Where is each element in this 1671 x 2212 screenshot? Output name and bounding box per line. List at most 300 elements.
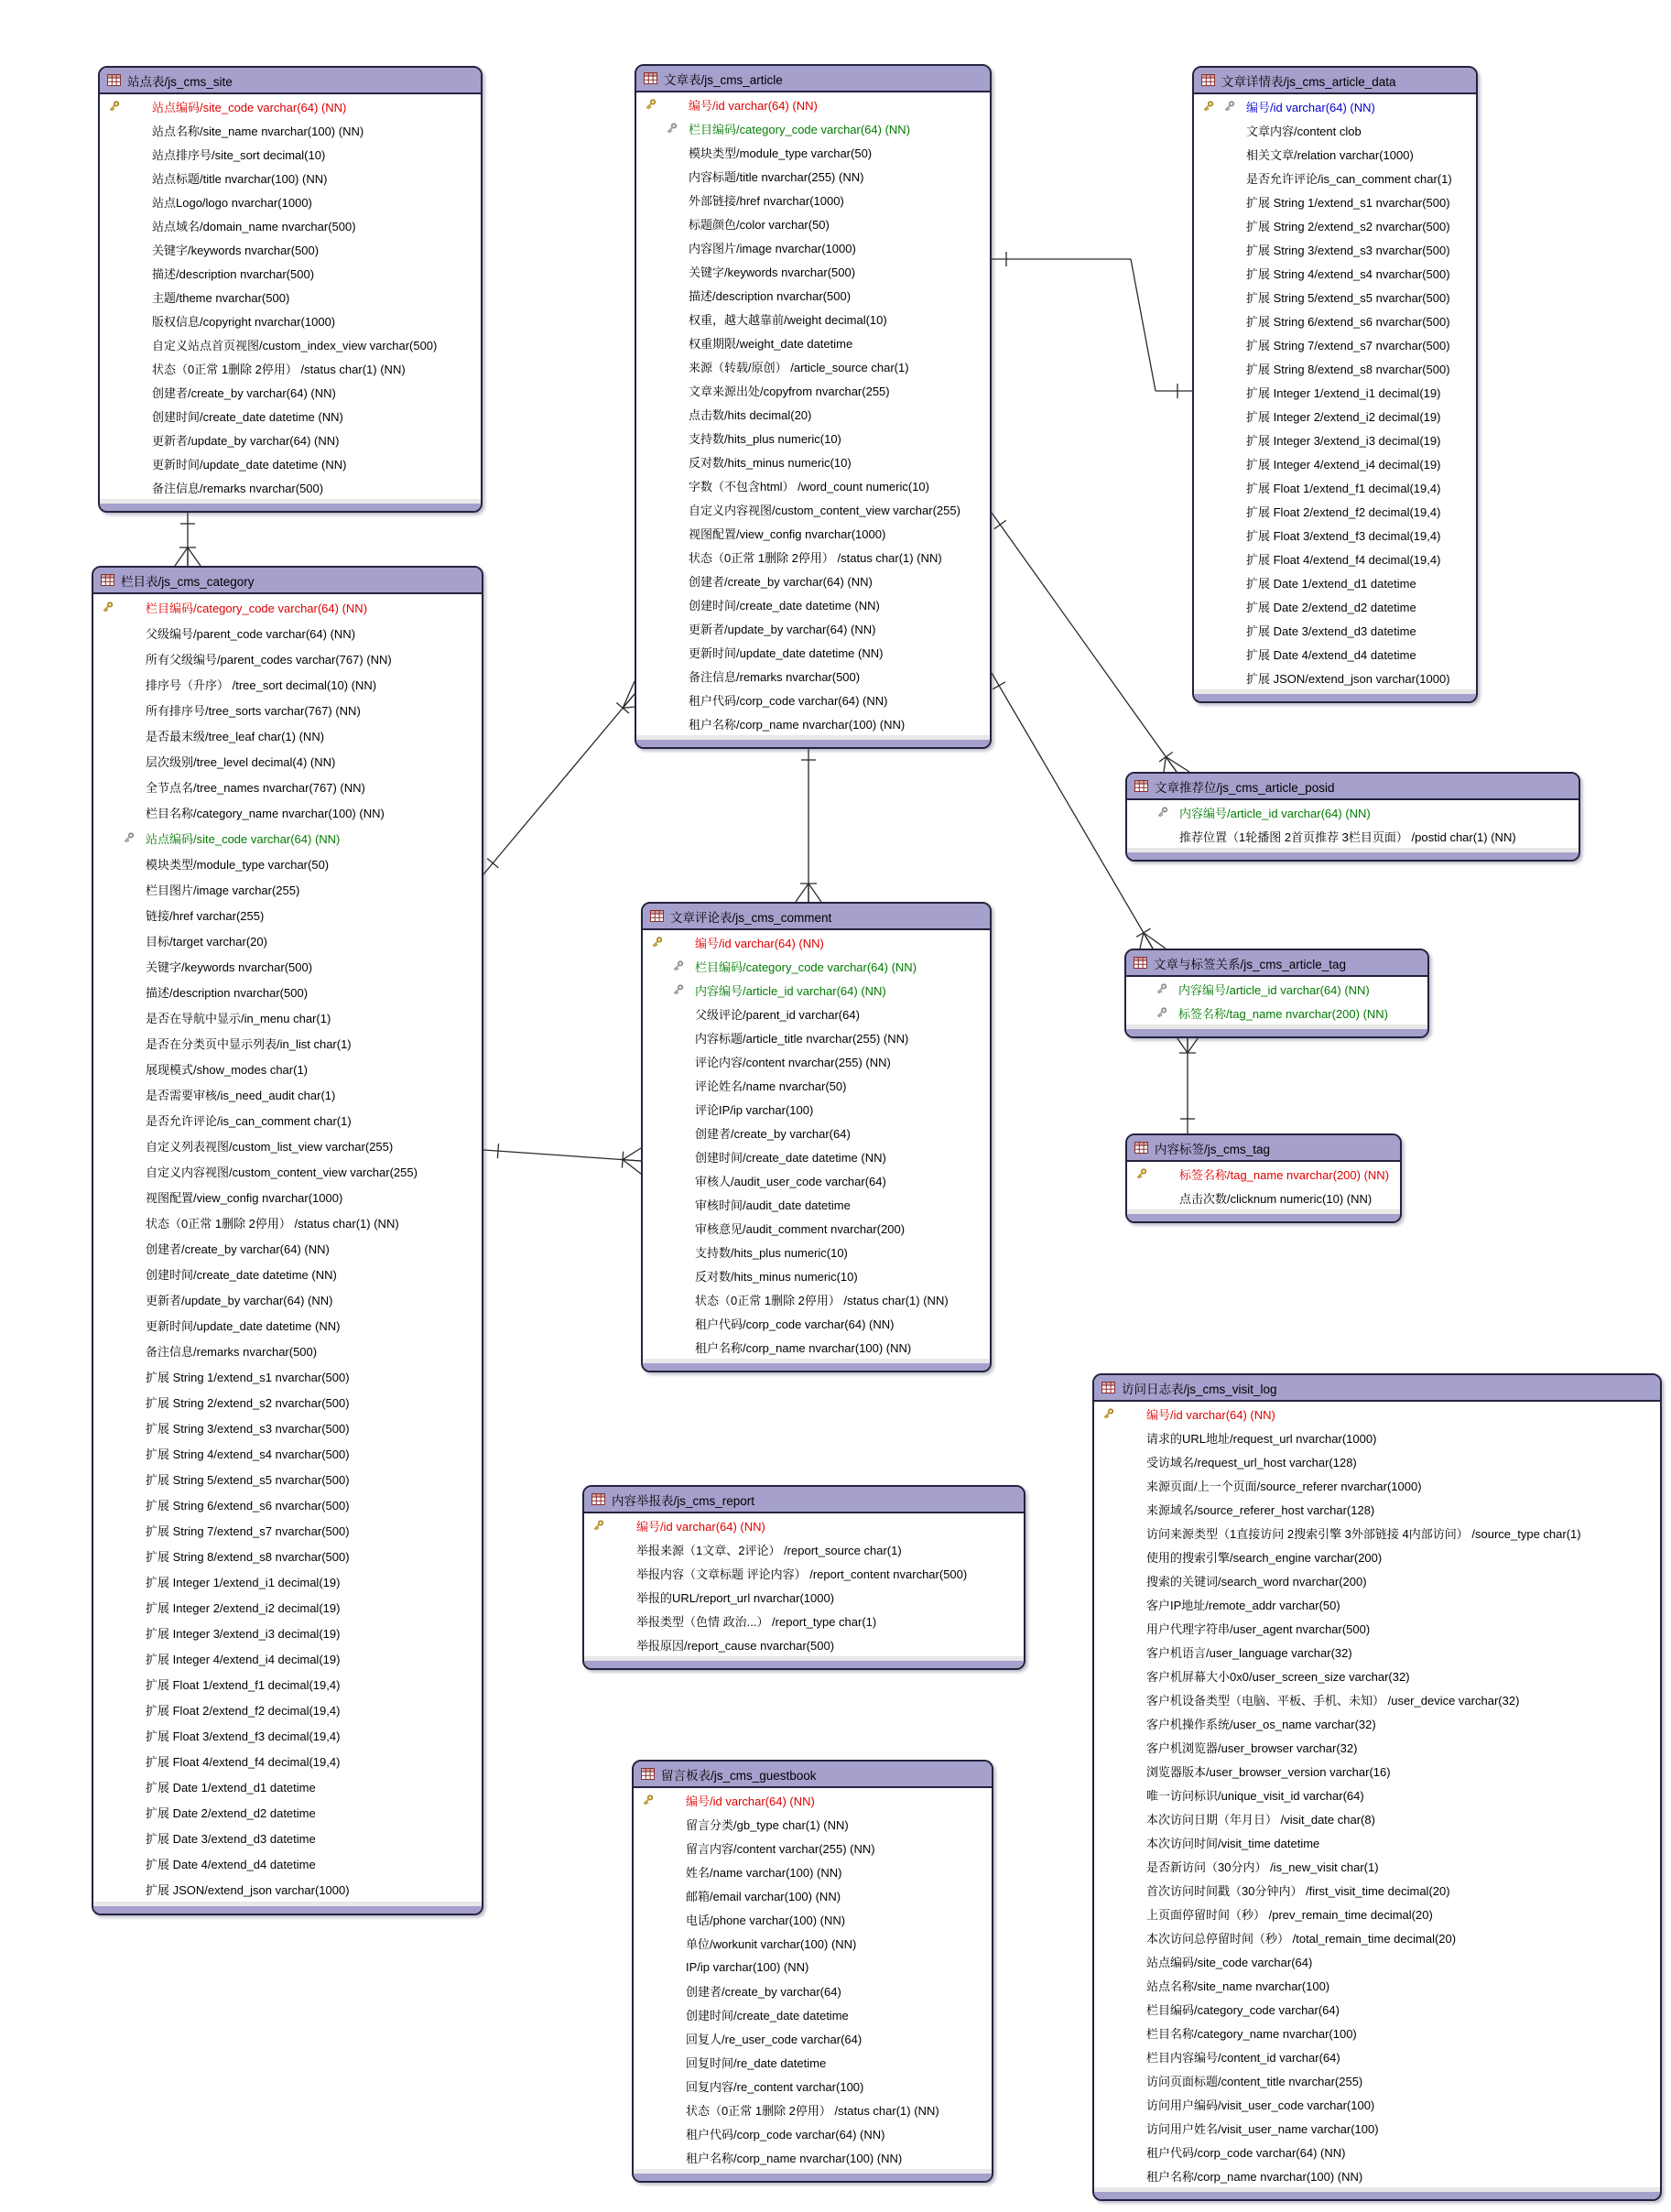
entity-title: 内容举报表/js_cms_report: [612, 1493, 755, 1508]
foreign-key-icon: [1222, 100, 1236, 114]
field-label: 租户代码/corp_code varchar(64) (NN): [1146, 2145, 1346, 2160]
field-row: [100, 166, 481, 190]
entity-article_tag[interactable]: [1124, 949, 1429, 1038]
entity-header: [100, 68, 481, 94]
field-row: [643, 1025, 990, 1049]
field-label: 客户机屏幕大小0x0/user_screen_size varchar(32): [1146, 1669, 1410, 1684]
field-row: [1094, 1830, 1660, 1854]
field-row: [1194, 166, 1476, 190]
entity-footer-band: [93, 1906, 482, 1914]
field-row: [636, 116, 990, 140]
field-label: 站点名称/site_name nvarchar(100): [1146, 1979, 1330, 1993]
field-row: [93, 1363, 482, 1389]
field-label: 首次访问时间戳（30分钟内） /first_visit_time decimal(20): [1146, 1883, 1450, 1898]
field-label: 扩展 Date 2/extend_d2 datetime: [1246, 600, 1416, 614]
field-row: [100, 404, 481, 428]
field-row: [643, 1216, 990, 1240]
field-label: 站点排序号/site_sort decimal(10): [152, 147, 326, 162]
field-row: [93, 851, 482, 876]
primary-key-icon: [650, 936, 664, 949]
field-row: [636, 164, 990, 188]
field-row: [1094, 1545, 1660, 1568]
connector-line: [1166, 757, 1177, 772]
field-row: [93, 1312, 482, 1338]
entity-visit_log[interactable]: [1092, 1373, 1662, 2201]
field-label: 栏目编码/category_code varchar(64) (NN): [146, 601, 368, 615]
field-row: [1094, 1497, 1660, 1521]
field-label: 更新者/update_by varchar(64) (NN): [146, 1293, 333, 1307]
connector-line: [993, 682, 1005, 689]
field-label: 扩展 String 8/extend_s8 nvarchar(500): [146, 1549, 350, 1564]
field-row: [634, 1955, 992, 1979]
field-row: [1094, 2068, 1660, 2092]
field-label: 电话/phone varchar(100) (NN): [686, 1913, 846, 1927]
field-label: 创建时间/create_date datetime: [686, 2008, 849, 2022]
field-row: [1194, 285, 1476, 309]
field-row: [93, 1338, 482, 1363]
field-row: [584, 1537, 1024, 1561]
field-label: 描述/description nvarchar(500): [152, 266, 315, 281]
field-row: [1094, 2021, 1660, 2044]
field-label: 客户机浏览器/user_browser varchar(32): [1146, 1740, 1358, 1755]
field-row: [93, 697, 482, 722]
entity-title: 文章评论表/js_cms_comment: [670, 910, 832, 925]
field-row: [1094, 1806, 1660, 1830]
foreign-key-icon: [671, 960, 685, 973]
entity-article[interactable]: [635, 64, 992, 749]
entity-header: [1194, 68, 1476, 94]
field-row: [636, 188, 990, 211]
field-row: [1094, 1616, 1660, 1640]
field-row: [1094, 1902, 1660, 1925]
field-row: [93, 1235, 482, 1261]
field-label: 编号/id varchar(64) (NN): [689, 98, 818, 113]
connector-line: [992, 513, 1177, 772]
entity-category[interactable]: [92, 566, 483, 1915]
field-row: [100, 380, 481, 404]
field-row: [93, 1209, 482, 1235]
field-label: 举报来源（1文章、2评论） /report_source char(1): [636, 1543, 902, 1557]
field-label: 评论姓名/name nvarchar(50): [695, 1079, 847, 1093]
field-label: 扩展 Float 2/extend_f2 decimal(19,4): [1246, 504, 1441, 519]
entity-header: [1127, 774, 1579, 800]
connector-line: [623, 694, 635, 708]
field-label: 来源域名/source_referer_host varchar(128): [1146, 1502, 1375, 1517]
entity-comment[interactable]: [641, 902, 992, 1372]
field-label: 站点名称/site_name nvarchar(100) (NN): [152, 124, 364, 138]
field-label: 唯一访问标识/unique_visit_id varchar(64): [1146, 1788, 1364, 1803]
field-row: [636, 211, 990, 235]
field-label: 推荐位置（1轮播图 2首页推荐 3栏目页面） /postid char(1) (NN): [1179, 830, 1516, 844]
field-label: 站点编码/site_code varchar(64) (NN): [152, 100, 347, 114]
field-row: [93, 620, 482, 645]
field-label: 扩展 String 5/extend_s5 nvarchar(500): [1246, 290, 1450, 305]
field-row: [1094, 2140, 1660, 2163]
field-label: 父级评论/parent_id varchar(64): [695, 1007, 860, 1022]
field-label: 权重期限/weight_date datetime: [689, 336, 853, 351]
field-row: [636, 688, 990, 711]
field-row: [1094, 1449, 1660, 1473]
entity-footer-band: [1194, 694, 1476, 701]
field-label: 描述/description nvarchar(500): [146, 985, 309, 1000]
connector-line: [1164, 757, 1166, 772]
field-row: [1194, 237, 1476, 261]
field-row: [1194, 309, 1476, 332]
field-row: [636, 307, 990, 331]
field-label: 创建时间/create_date datetime (NN): [146, 1267, 337, 1282]
entity-title: 文章详情表/js_cms_article_data: [1221, 74, 1396, 89]
table-icon: [101, 574, 114, 586]
field-label: 栏目编码/category_code varchar(64) (NN): [689, 122, 911, 136]
field-row: [636, 545, 990, 569]
field-label: 支持数/hits_plus numeric(10): [695, 1245, 848, 1260]
primary-key-icon: [644, 98, 657, 112]
field-label: 标题颜色/color varchar(50): [689, 217, 830, 232]
field-label: 权重，越大越靠前/weight decimal(10): [689, 312, 887, 327]
entity-report[interactable]: [582, 1485, 1025, 1670]
field-label: 版权信息/copyright nvarchar(1000): [152, 314, 336, 329]
primary-key-icon: [1134, 1167, 1148, 1181]
field-label: 扩展 Date 1/extend_d1 datetime: [146, 1780, 316, 1795]
field-row: [643, 954, 990, 978]
field-row: [93, 927, 482, 953]
entity-header: [1127, 1135, 1400, 1162]
entity-guestbook[interactable]: [632, 1760, 993, 2183]
field-label: 扩展 Date 2/extend_d2 datetime: [146, 1805, 316, 1820]
field-label: 请求的URL地址/request_url nvarchar(1000): [1146, 1431, 1377, 1446]
field-row: [100, 261, 481, 285]
field-row: [1194, 261, 1476, 285]
field-row: [584, 1609, 1024, 1632]
field-label: 单位/workunit varchar(100) (NN): [686, 1936, 857, 1951]
field-label: 扩展 String 2/extend_s2 nvarchar(500): [146, 1395, 350, 1410]
field-label: 是否最末级/tree_leaf char(1) (NN): [146, 729, 325, 743]
field-row: [636, 616, 990, 640]
field-label: 审核人/audit_user_code varchar(64): [695, 1174, 886, 1188]
field-label: 扩展 String 3/extend_s3 nvarchar(500): [1246, 243, 1450, 257]
field-row: [1094, 1426, 1660, 1449]
field-label: 扩展 String 6/extend_s6 nvarchar(500): [1246, 314, 1450, 329]
field-label: 状态（0正常 1删除 2停用） /status char(1) (NN): [146, 1216, 399, 1231]
field-row: [1194, 190, 1476, 213]
field-label: 创建者/create_by varchar(64) (NN): [152, 385, 336, 400]
connector-line: [487, 859, 498, 868]
field-row: [1094, 1925, 1660, 1949]
foreign-key-icon: [122, 831, 136, 845]
field-label: 视图配置/view_config nvarchar(1000): [146, 1190, 343, 1205]
connector-line: [483, 694, 635, 874]
field-row: [1094, 2092, 1660, 2116]
field-label: 扩展 Float 1/extend_f1 decimal(19,4): [146, 1677, 341, 1692]
field-row: [93, 1415, 482, 1440]
field-label: 客户机设备类型（电脑、平板、手机、未知） /user_device varchar(32): [1146, 1693, 1520, 1708]
field-label: 备注信息/remarks nvarchar(500): [152, 481, 324, 495]
field-label: 状态（0正常 1删除 2停用） /status char(1) (NN): [152, 362, 406, 376]
field-row: [643, 1097, 990, 1121]
field-label: 站点编码/site_code varchar(64): [1146, 1955, 1313, 1969]
field-label: 评论IP/ip varchar(100): [695, 1102, 814, 1117]
field-row: [93, 1671, 482, 1697]
field-row: [1094, 1592, 1660, 1616]
entity-title: 站点表/js_cms_site: [127, 74, 233, 89]
field-label: 访问来源类型（1直接访问 2搜索引擎 3外部链接 4内部访问） /source_type char(1): [1146, 1526, 1581, 1541]
field-label: 扩展 Float 3/extend_f3 decimal(19,4): [1246, 528, 1441, 543]
field-row: [1127, 824, 1579, 848]
field-label: 站点域名/domain_name nvarchar(500): [152, 219, 356, 233]
field-row: [634, 2145, 992, 2169]
field-row: [100, 475, 481, 499]
entity-footer-band: [634, 2174, 992, 2181]
field-label: 标签名称/tag_name nvarchar(200) (NN): [1178, 1006, 1389, 1021]
field-row: [636, 711, 990, 735]
field-row: [93, 1004, 482, 1030]
primary-key-icon: [101, 601, 114, 614]
field-label: 文章来源出处/copyfrom nvarchar(255): [689, 384, 890, 398]
entity-header: [1094, 1375, 1660, 1402]
field-label: 站点标题/title nvarchar(100) (NN): [152, 171, 328, 186]
field-label: 扩展 Float 1/extend_f1 decimal(19,4): [1246, 481, 1441, 495]
field-row: [1194, 428, 1476, 451]
field-row: [1094, 1759, 1660, 1783]
field-row: [636, 450, 990, 473]
field-label: 回复人/re_user_code varchar(64): [686, 2032, 863, 2046]
field-row: [643, 1240, 990, 1263]
field-label: 创建时间/create_date datetime (NN): [695, 1150, 886, 1165]
field-label: 扩展 Integer 4/extend_i4 decimal(19): [1246, 457, 1441, 472]
field-row: [636, 259, 990, 283]
entity-site[interactable]: [98, 66, 483, 513]
field-label: IP/ip varchar(100) (NN): [686, 1959, 809, 1974]
field-row: [1194, 94, 1476, 118]
entity-footer-band: [1094, 2192, 1660, 2199]
field-label: 是否在分类页中显示列表/in_list char(1): [146, 1036, 352, 1051]
field-label: 扩展 Float 4/extend_f4 decimal(19,4): [146, 1754, 341, 1769]
field-label: 编号/id varchar(64) (NN): [695, 936, 824, 950]
field-label: 是否需要审核/is_need_audit char(1): [146, 1088, 336, 1102]
field-label: 扩展 Float 2/extend_f2 decimal(19,4): [146, 1703, 341, 1718]
entity-header: [584, 1487, 1024, 1513]
field-label: 租户名称/corp_name nvarchar(100) (NN): [689, 717, 906, 732]
field-row: [636, 235, 990, 259]
field-label: 邮箱/email varchar(100) (NN): [686, 1889, 841, 1903]
field-label: 扩展 Date 3/extend_d3 datetime: [146, 1831, 316, 1846]
field-label: 搜索的关键词/search_word nvarchar(200): [1146, 1574, 1367, 1589]
field-row: [100, 285, 481, 309]
field-label: 描述/description nvarchar(500): [689, 288, 852, 303]
field-label: 更新时间/update_date datetime (NN): [689, 645, 884, 660]
field-row: [1194, 356, 1476, 380]
field-label: 内容图片/image nvarchar(1000): [689, 241, 856, 255]
field-label: 编号/id varchar(64) (NN): [636, 1519, 765, 1534]
field-label: 站点Logo/logo nvarchar(1000): [152, 195, 312, 210]
entity-footer-band: [584, 1661, 1024, 1668]
field-row: [643, 1049, 990, 1073]
table-icon: [644, 72, 657, 84]
field-row: [1126, 1001, 1427, 1025]
field-label: 扩展 Date 1/extend_d1 datetime: [1246, 576, 1416, 591]
connector-line: [616, 703, 629, 714]
field-label: 编号/id varchar(64) (NN): [686, 1794, 815, 1808]
field-label: 备注信息/remarks nvarchar(500): [146, 1344, 318, 1359]
field-row: [1194, 594, 1476, 618]
field-label: 是否新访问（30分内） /is_new_visit char(1): [1146, 1860, 1379, 1874]
field-row: [100, 356, 481, 380]
field-row: [1194, 547, 1476, 570]
field-label: 扩展 String 8/extend_s8 nvarchar(500): [1246, 362, 1450, 376]
field-row: [1094, 1854, 1660, 1878]
field-label: 是否允许评论/is_can_comment char(1): [146, 1113, 352, 1128]
connector-line: [623, 707, 635, 708]
field-row: [634, 1836, 992, 1860]
field-label: 扩展 JSON/extend_json varchar(1000): [146, 1882, 350, 1897]
field-row: [636, 354, 990, 378]
field-row: [1094, 2044, 1660, 2068]
field-row: [1194, 332, 1476, 356]
field-row: [1094, 1664, 1660, 1687]
field-row: [1194, 142, 1476, 166]
field-row: [93, 1261, 482, 1286]
field-label: 举报原因/report_cause nvarchar(500): [636, 1638, 835, 1653]
entity-header: [93, 568, 482, 594]
field-row: [643, 1287, 990, 1311]
field-label: 是否在导航中显示/in_menu char(1): [146, 1011, 331, 1025]
field-row: [93, 1081, 482, 1107]
field-label: 编号/id varchar(64) (NN): [1146, 1407, 1275, 1422]
field-label: 模块类型/module_type varchar(50): [146, 857, 330, 872]
field-row: [634, 1979, 992, 2002]
field-label: 扩展 Integer 3/extend_i3 decimal(19): [1246, 433, 1441, 448]
field-label: 字数（不包含html） /word_count numeric(10): [689, 479, 929, 493]
primary-key-icon: [1101, 1407, 1115, 1421]
field-row: [1094, 1521, 1660, 1545]
entity-posid[interactable]: [1125, 772, 1580, 862]
field-row: [1194, 451, 1476, 475]
field-label: 是否允许评论/is_can_comment char(1): [1246, 171, 1452, 186]
field-row: [1094, 1640, 1660, 1664]
field-row: [636, 569, 990, 592]
field-row: [93, 671, 482, 697]
field-label: 扩展 String 7/extend_s7 nvarchar(500): [1246, 338, 1450, 352]
field-label: 标签名称/tag_name nvarchar(200) (NN): [1179, 1167, 1390, 1182]
field-row: [93, 1748, 482, 1773]
field-row: [643, 1263, 990, 1287]
field-row: [93, 1158, 482, 1184]
entity-tag[interactable]: [1125, 1133, 1402, 1223]
field-row: [93, 1850, 482, 1876]
field-row: [634, 1931, 992, 1955]
field-label: 视图配置/view_config nvarchar(1000): [689, 526, 886, 541]
field-row: [93, 1568, 482, 1594]
table-icon: [1134, 780, 1148, 792]
field-row: [1194, 380, 1476, 404]
field-row: [643, 978, 990, 1002]
field-row: [93, 594, 482, 620]
field-label: 扩展 Date 4/extend_d4 datetime: [1246, 647, 1416, 662]
field-row: [1194, 523, 1476, 547]
field-row: [93, 1133, 482, 1158]
field-row: [93, 1620, 482, 1645]
entity-title: 留言板表/js_cms_guestbook: [661, 1768, 817, 1783]
field-row: [1094, 2116, 1660, 2140]
field-row: [1094, 1735, 1660, 1759]
foreign-key-icon: [671, 983, 685, 997]
field-row: [636, 426, 990, 450]
field-row: [93, 722, 482, 748]
field-label: 留言分类/gb_type char(1) (NN): [686, 1817, 849, 1832]
entity-footer-band: [636, 740, 990, 747]
entity-title: 内容标签/js_cms_tag: [1155, 1142, 1271, 1156]
field-label: 自定义站点首页视图/custom_index_view varchar(500): [152, 338, 438, 352]
table-icon: [1201, 74, 1215, 86]
field-label: 内容标题/title nvarchar(255) (NN): [689, 169, 864, 184]
field-row: [634, 1812, 992, 1836]
field-label: 内容编号/article_id varchar(64) (NN): [1178, 982, 1370, 997]
field-label: 评论内容/content nvarchar(255) (NN): [695, 1055, 891, 1069]
connector-line: [622, 1152, 623, 1168]
field-row: [634, 2050, 992, 2074]
field-row: [1194, 570, 1476, 594]
entity-footer-band: [1127, 1214, 1400, 1221]
field-label: 本次访问总停留时间（秒） /total_remain_time decimal(20): [1146, 1931, 1457, 1946]
field-row: [1127, 1186, 1400, 1209]
field-row: [1094, 1878, 1660, 1902]
field-label: 链接/href varchar(255): [146, 908, 265, 923]
connector-line: [1144, 933, 1153, 949]
field-label: 关键字/keywords nvarchar(500): [689, 265, 856, 279]
field-row: [643, 930, 990, 954]
field-label: 扩展 JSON/extend_json varchar(1000): [1246, 671, 1450, 686]
field-label: 所有排序号/tree_sorts varchar(767) (NN): [146, 703, 361, 718]
field-row: [636, 497, 990, 521]
connector-line: [623, 1160, 641, 1161]
field-label: 受访域名/request_url_host varchar(128): [1146, 1455, 1357, 1469]
field-label: 本次访问日期（年月日） /visit_date char(8): [1146, 1812, 1375, 1827]
field-row: [93, 645, 482, 671]
field-row: [636, 140, 990, 164]
foreign-key-icon: [1155, 982, 1168, 996]
field-label: 更新者/update_by varchar(64) (NN): [152, 433, 340, 448]
field-row: [584, 1585, 1024, 1609]
entity-article_data[interactable]: [1192, 66, 1478, 703]
entity-title: 文章推荐位/js_cms_article_posid: [1155, 780, 1335, 795]
table-icon: [107, 74, 121, 86]
field-row: [100, 94, 481, 118]
primary-key-icon: [107, 100, 121, 114]
field-label: 栏目编码/category_code varchar(64): [1146, 2002, 1340, 2017]
field-label: 状态（0正常 1删除 2停用） /status char(1) (NN): [695, 1293, 949, 1307]
field-label: 备注信息/remarks nvarchar(500): [689, 669, 861, 684]
field-row: [643, 1073, 990, 1097]
field-label: 创建者/create_by varchar(64): [695, 1126, 851, 1141]
field-label: 自定义内容视图/custom_content_view varchar(255): [146, 1165, 418, 1179]
field-label: 栏目编码/category_code varchar(64) (NN): [695, 960, 917, 974]
field-label: 回复时间/re_date datetime: [686, 2055, 827, 2070]
field-label: 自定义列表视图/custom_list_view varchar(255): [146, 1139, 394, 1154]
field-row: [1094, 1711, 1660, 1735]
connector-line: [483, 1150, 641, 1161]
field-row: [1094, 1973, 1660, 1997]
field-label: 审核时间/audit_date datetime: [695, 1198, 851, 1212]
field-label: 更新时间/update_date datetime (NN): [152, 457, 347, 472]
field-row: [93, 1184, 482, 1209]
field-label: 上页面停留时间（秒） /prev_remain_time decimal(20): [1146, 1907, 1433, 1922]
table-icon: [641, 1768, 655, 1780]
field-label: 扩展 Float 4/extend_f4 decimal(19,4): [1246, 552, 1441, 567]
field-row: [93, 825, 482, 851]
field-row: [634, 1907, 992, 1931]
field-row: [100, 451, 481, 475]
field-row: [643, 1121, 990, 1144]
